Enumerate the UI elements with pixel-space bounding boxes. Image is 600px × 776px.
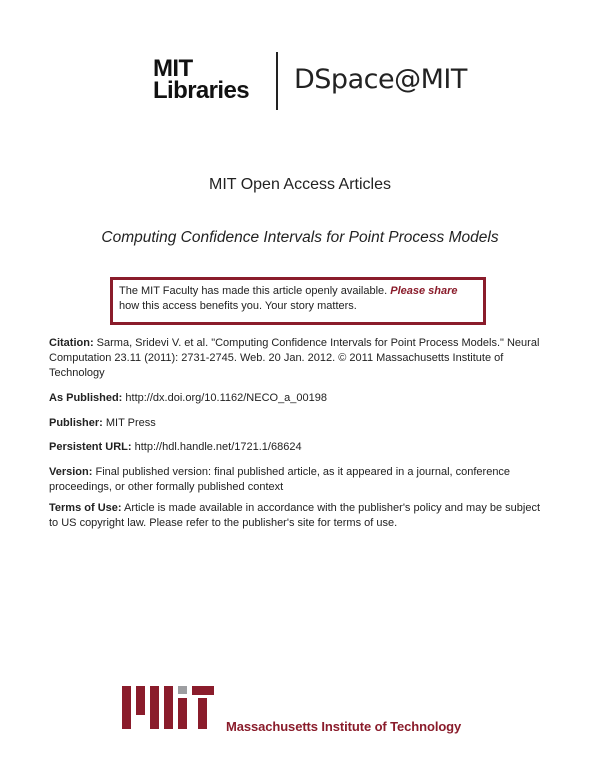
mit-logo-bar <box>136 686 145 715</box>
citation <box>49 336 549 381</box>
mit-logo-bar <box>164 686 173 729</box>
article-title: Computing Confidence Intervals for Point Process Models <box>101 229 499 246</box>
version <box>49 465 549 495</box>
publisher-value: MIT Press <box>105 417 156 429</box>
citation-value: Sarma, Sridevi V. et al. "Computing Confidence Intervals for Point Process Models." Neural Computation 23.11 (2011): 2731-2745. Web. 20 Jan. 2012. © 2011 Massachusetts Institute of Technology <box>49 337 540 379</box>
version-label: Version: <box>49 466 93 478</box>
mit-libraries-logo <box>153 55 263 104</box>
version-value: Final published version: final published article, as it appeared in a journal, conference proceedings, or other formally published context <box>49 466 511 493</box>
publisher-label: Publisher: <box>49 417 103 429</box>
page-heading: MIT Open Access Articles <box>209 176 391 193</box>
please-share-link[interactable]: Please share <box>390 285 458 297</box>
logo-line-mit: MIT <box>153 55 193 82</box>
notice-text: The MIT Faculty has made this article openly available. <box>119 285 391 297</box>
institute-name: Massachusetts Institute of Technology <box>226 719 462 734</box>
terms-label: Terms of Use: <box>49 502 122 514</box>
mit-logo-bar <box>122 686 131 729</box>
open-access-notice <box>110 277 486 325</box>
logo-line-libraries: Libraries <box>153 77 249 104</box>
as-published <box>49 391 549 406</box>
mit-logo-bar <box>192 686 214 695</box>
dspace-logo: DSpace@MIT <box>294 64 467 95</box>
mit-logo-bar-gray <box>178 686 187 694</box>
terms-of-use <box>49 501 549 531</box>
publisher <box>49 416 549 431</box>
persistent-url-label: Persistent URL: <box>49 441 132 453</box>
persistent-url <box>49 440 549 455</box>
as-published-label: As Published: <box>49 392 123 404</box>
doi-link[interactable]: http://dx.doi.org/10.1162/NECO_a_00198 <box>125 392 328 404</box>
logo-divider <box>276 52 278 110</box>
handle-link[interactable]: http://hdl.handle.net/1721.1/68624 <box>134 441 302 453</box>
terms-value: Article is made available in accordance with the publisher's policy and may be subject to US copyright law. Please refer to the publisher's site for terms of use. <box>49 502 541 529</box>
mit-logo-bar <box>150 686 159 729</box>
citation-label: Citation: <box>49 337 94 349</box>
mit-logo-bar <box>178 698 187 729</box>
mit-logo-bar <box>198 698 207 729</box>
notice-text-2: how this access benefits you. Your story matters. <box>119 300 357 312</box>
